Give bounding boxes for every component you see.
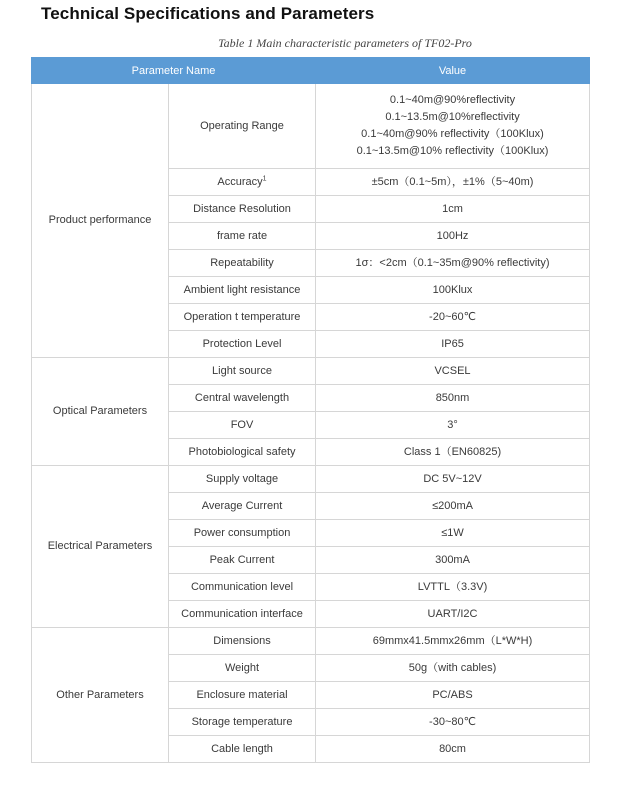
value-line: 0.1~13.5m@10%reflectivity (385, 111, 520, 123)
value-cell: 100Klux (316, 277, 590, 304)
param-cell: Light source (169, 358, 316, 385)
value-cell: UART/I2C (316, 601, 590, 628)
param-cell: Peak Current (169, 547, 316, 574)
param-cell: Repeatability (169, 250, 316, 277)
value-cell: 1σ：<2cm（0.1~35m@90% reflectivity) (316, 250, 590, 277)
param-cell: Dimensions (169, 628, 316, 655)
header-value: Value (316, 58, 590, 84)
table-row (32, 358, 590, 385)
param-cell: FOV (169, 412, 316, 439)
value-line: 0.1~40m@90%reflectivity (389, 94, 516, 106)
param-cell: Operation t temperature (169, 304, 316, 331)
value-cell: 80cm (316, 736, 590, 763)
value-cell: 50g（with cables) (316, 655, 590, 682)
value-cell: LVTTL（3.3V) (316, 574, 590, 601)
value-cell: DC 5V~12V (316, 466, 590, 493)
param-cell: Communication interface (169, 601, 316, 628)
value-cell: IP65 (316, 331, 590, 358)
param-cell: frame rate (169, 223, 316, 250)
table-caption-text: Table 1 Main characteristic parameters of TF02-Pro (218, 36, 472, 50)
value-cell: Class 1（EN60825) (316, 439, 590, 466)
param-cell: Supply voltage (169, 466, 316, 493)
param-cell: Enclosure material (169, 682, 316, 709)
value-cell: 3° (316, 412, 590, 439)
param-cell: Power consumption (169, 520, 316, 547)
spec-table (31, 57, 590, 763)
value-cell: VCSEL (316, 358, 590, 385)
param-cell: Central wavelength (169, 385, 316, 412)
param-cell: Average Current (169, 493, 316, 520)
value-cell: ±5cm（0.1~5m），±1%（5~40m) (316, 169, 590, 196)
value-cell: 850nm (316, 385, 590, 412)
group-product-performance: Product performance (32, 84, 169, 358)
group-other-parameters: Other Parameters (32, 628, 169, 763)
value-cell: PC/ABS (316, 682, 590, 709)
param-cell: Photobiological safety (169, 439, 316, 466)
param-cell: Communication level (169, 574, 316, 601)
page-title: Technical Specifications and Parameters (41, 4, 375, 23)
value-cell: -20~60℃ (316, 304, 590, 331)
param-label: Accuracy (217, 175, 263, 188)
table-row (32, 84, 590, 169)
value-cell: ≤200mA (316, 493, 590, 520)
table-caption (0, 36, 640, 51)
value-cell: 69mmx41.5mmx26mm（L*W*H) (316, 628, 590, 655)
footnote-marker: 1 (262, 174, 267, 182)
value-cell: 300mA (316, 547, 590, 574)
group-optical-parameters: Optical Parameters (32, 358, 169, 466)
value-cell: ≤1W (316, 520, 590, 547)
table-header-row (32, 58, 590, 84)
value-cell-operating-range (316, 84, 590, 169)
table-row (32, 466, 590, 493)
param-cell: Operating Range (169, 84, 316, 169)
table-row (32, 628, 590, 655)
param-cell: Storage temperature (169, 709, 316, 736)
value-cell: 1cm (316, 196, 590, 223)
value-cell: 100Hz (316, 223, 590, 250)
value-cell: -30~80℃ (316, 709, 590, 736)
param-cell: Weight (169, 655, 316, 682)
param-cell: Ambient light resistance (169, 277, 316, 304)
param-cell: Protection Level (169, 331, 316, 358)
header-parameter-name: Parameter Name (32, 58, 316, 84)
value-line: 0.1~40m@90% reflectivity（100Klux) (361, 128, 544, 140)
param-cell: Cable length (169, 736, 316, 763)
group-electrical-parameters: Electrical Parameters (32, 466, 169, 628)
param-cell-accuracy (169, 169, 316, 196)
param-cell: Distance Resolution (169, 196, 316, 223)
value-line: 0.1~13.5m@10% reflectivity（100Klux) (356, 145, 549, 157)
